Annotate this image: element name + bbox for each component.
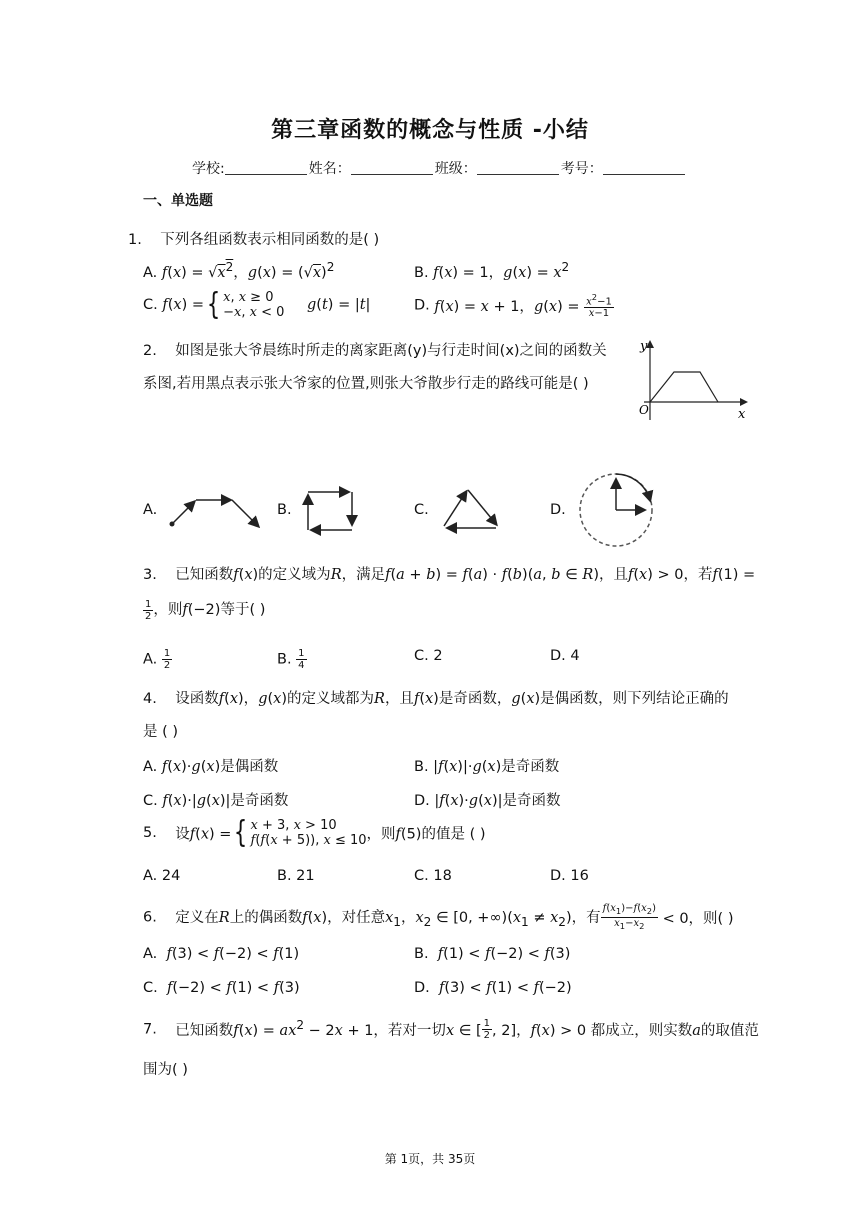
page-footer: 第 1页，共 35页 bbox=[384, 1152, 476, 1166]
school-label: 学校: bbox=[192, 161, 225, 177]
q1-text: 下列各组函数表示相同函数的是( ) bbox=[160, 232, 380, 248]
q3-option-a: A. $\frac{1}{2}$ bbox=[143, 648, 171, 671]
q2-option-a-label: A. bbox=[143, 502, 158, 518]
option-label: B. bbox=[277, 651, 292, 668]
class-blank[interactable] bbox=[477, 160, 559, 175]
q7-stem-line1: 7. 已知函数$f(x) = ax^2 - 2x + 1$，若对一切x ∈ [ $\frac{1}{2}$ , 2]，f(x) > 0 都成立，则实数a的取值范 bbox=[143, 1018, 759, 1041]
q5-option-c: C. 18 bbox=[414, 868, 452, 884]
q3-option-b: B. $\frac{1}{4}$ bbox=[277, 648, 305, 671]
option-label: B. bbox=[414, 759, 429, 775]
q4-option-a: A. f(x)·g(x)是偶函数 bbox=[143, 759, 279, 775]
name-label: 姓名： bbox=[308, 161, 351, 177]
page-title: 第三章函数的概念与性质 -小结 bbox=[271, 118, 589, 143]
q6-option-c: C. f(−2) < f(1) < f(3) bbox=[143, 980, 300, 996]
option-label: C. bbox=[143, 297, 158, 313]
q4-option-b: B. |f(x)|·g(x)是奇函数 bbox=[414, 759, 560, 775]
option-label: B. bbox=[414, 264, 429, 281]
q6-option-b: B. f(1) < f(−2) < f(3) bbox=[414, 946, 571, 962]
section-heading: 一、单选题 bbox=[143, 193, 213, 209]
option-label: A. bbox=[143, 759, 158, 775]
q2-stem-line1 bbox=[143, 339, 607, 360]
q5-option-d: D. 16 bbox=[550, 868, 589, 884]
q2-stem-line2: 系图,若用黑点表示张大爷家的位置,则张大爷散步行走的路线可能是( ) bbox=[143, 376, 589, 392]
q2-option-b-label: B. bbox=[277, 502, 292, 518]
q7-stem-line2: 围为( ) bbox=[143, 1062, 188, 1078]
q1-option-d: D. f(x) = x + 1，g(x) = $\frac{x^2-1}{x-1}$ bbox=[414, 292, 612, 320]
q4-stem-line2: 是 ( ) bbox=[143, 724, 179, 740]
q1-number: 1. bbox=[128, 232, 142, 248]
q5-option-a: A. 24 bbox=[143, 868, 181, 884]
q6-number: 6. bbox=[143, 909, 157, 926]
graph-origin-label: O bbox=[639, 403, 649, 417]
q6-option-a: A. f(3) < f(−2) < f(1) bbox=[143, 946, 300, 962]
q6-option-d: D. f(3) < f(1) < f(−2) bbox=[414, 980, 572, 996]
q4-option-c: C. f(x)·|g(x)|是奇函数 bbox=[143, 793, 289, 809]
q4-stem-line1: 4. 设函数f(x)，g(x)的定义域都为R，且f(x)是奇函数，g(x)是偶函数，则下列结论正确的 bbox=[143, 691, 729, 707]
q3-stem-line2: $\frac{1}{2}$ ，则f(−2)等于( ) bbox=[145, 598, 266, 622]
q2-option-d-path bbox=[576, 470, 656, 550]
q2-option-c-path bbox=[438, 484, 504, 534]
q2-distance-time-graph bbox=[634, 336, 754, 422]
q3-stem-line1: 3. 已知函数f(x)的定义域为R，满足f(a + b) = f(a) · f(b)(a, b ∈ R)，且f(x) > 0，若f(1) = bbox=[143, 567, 756, 583]
q2-number: 2. bbox=[143, 343, 157, 359]
q2-option-c-label: C. bbox=[414, 502, 429, 518]
q5-stem: 5. 设f(x) ={ x + 3, x > 10 f(f(x + 5)), x ≤ 10，则f(5)的值是 ( ) bbox=[143, 815, 486, 850]
q4-option-d: D. |f(x)·g(x)|是奇函数 bbox=[414, 793, 561, 809]
exam-no-label: 考号： bbox=[560, 161, 603, 177]
option-label: D. bbox=[414, 297, 430, 314]
graph-x-label: x bbox=[738, 407, 746, 422]
q1-option-b: B. f(x) = 1，$g(x) = x^2$ bbox=[414, 260, 570, 281]
q5-number: 5. bbox=[143, 825, 157, 841]
q2-option-d-label: D. bbox=[550, 502, 566, 518]
option-label: D. bbox=[414, 793, 430, 809]
graph-y-label: y bbox=[640, 339, 648, 354]
exam-no-blank[interactable] bbox=[603, 160, 685, 175]
name-blank[interactable] bbox=[351, 160, 433, 175]
option-label: A. bbox=[143, 264, 158, 281]
q4-number: 4. bbox=[143, 691, 157, 707]
q1-option-c: C. f(x) ={ x, x ≥ 0 −x, x < 0 g(t) = |t| bbox=[143, 287, 371, 322]
option-label: A. bbox=[143, 651, 158, 668]
school-blank[interactable] bbox=[225, 160, 307, 175]
q1-stem bbox=[128, 228, 379, 249]
q7-number: 7. bbox=[143, 1021, 157, 1038]
q1-option-a: A. $f(x) = √x^2$，$g(x) = (√x)^2$ bbox=[143, 260, 335, 281]
q5-option-b: B. 21 bbox=[277, 868, 315, 884]
option-label: C. bbox=[143, 793, 158, 809]
q2-option-b-path bbox=[300, 484, 360, 536]
q2-option-a-path bbox=[164, 486, 264, 532]
class-label: 班级： bbox=[434, 161, 477, 177]
q6-stem: 6. 定义在R上的偶函数f(x)，对任意$x_1$，$x_2$ ∈ [0, $+\infty)(x_1 \ne x_2)$，有 $\frac{f(x_1)-f(x_2)}{x_1-x_2}$ < 0，则( ) bbox=[143, 903, 734, 931]
q2-text-1: 如图是张大爷晨练时所走的离家距离(y)与行走时间(x)之间的函数关 bbox=[175, 343, 607, 359]
q3-option-c: C. 2 bbox=[414, 648, 443, 664]
student-info-line bbox=[192, 158, 687, 178]
q3-number: 3. bbox=[143, 567, 157, 583]
q3-option-d: D. 4 bbox=[550, 648, 580, 664]
